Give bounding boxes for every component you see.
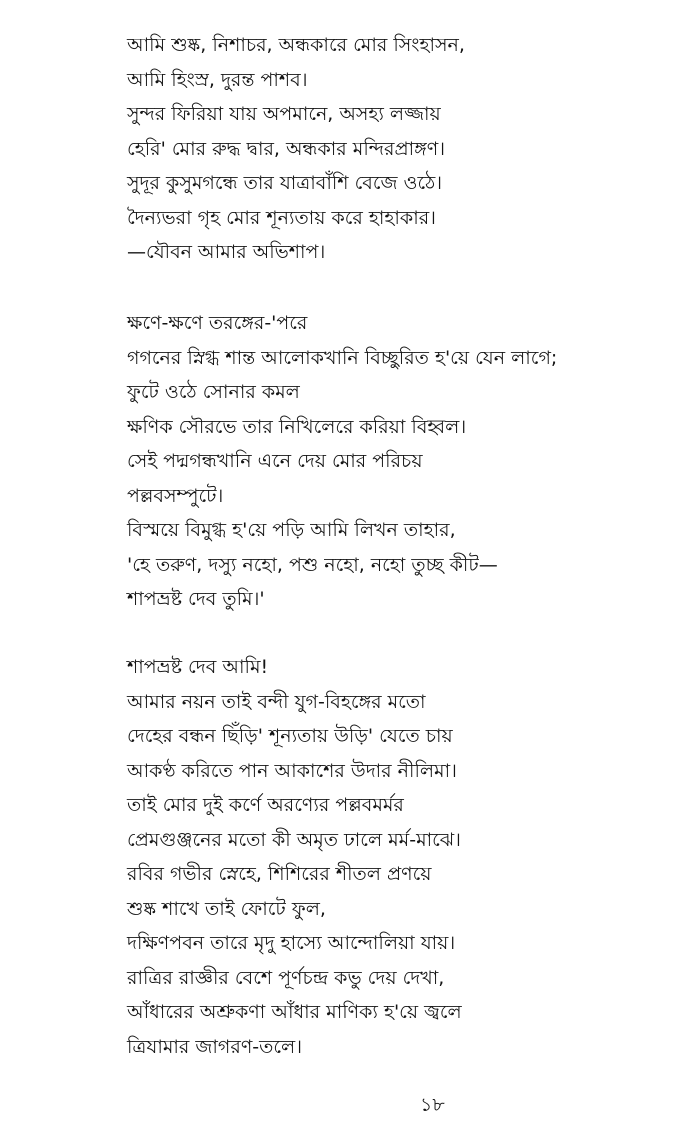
poem-stanza-1 <box>127 28 667 270</box>
poem-line: গগনের স্নিগ্ধ শান্ত আলোকখানি বিচ্ছুরিত হ'য়ে যেন লাগে; <box>127 346 558 369</box>
poem-line: পল্লবসম্পুটে। <box>127 484 224 507</box>
poem-line: 'হে তরুণ, দস্যু নহো, পশু নহো, নহো তুচ্ছ কীট— <box>127 553 498 576</box>
poem-line: শুষ্ক শাখে তাই ফোটে ফুল, <box>127 897 326 920</box>
poem-line: রবির গভীর স্নেহে, শিশিরের শীতল প্রণয়ে <box>127 863 432 885</box>
poem-line: ত্রিযামার জাগরণ-তলে। <box>127 1035 303 1058</box>
poem-line: হেরি' মোর রুদ্ধ দ্বার, অন্ধকার মন্দিরপ্রাঙ্গণ। <box>127 137 446 160</box>
poem-line: ফুটে ওঠে সোনার কমল <box>127 381 300 403</box>
poem-line: দেহের বন্ধন ছিঁড়ি' শূন্যতায় উড়ি' যেতে চায় <box>127 725 453 747</box>
poem-stanza-3 <box>127 650 667 1064</box>
poem-line: আমি হিংস্র, দুরন্ত পাশব। <box>127 68 308 91</box>
poem-line: দক্ষিণপবন তারে মৃদু হাস্যে আন্দোলিয়া যায়। <box>127 932 456 954</box>
poem-line: সুদূর কুসুমগন্ধে তার যাত্রাবাঁশি বেজে ওঠে। <box>127 172 443 194</box>
poem-line: দৈন্যভরা গৃহ মোর শূন্যতায় করে হাহাকার। <box>127 206 436 229</box>
poem-line: আকণ্ঠ করিতে পান আকাশের উদার নীলিমা। <box>127 759 457 782</box>
poem-line: বিস্ময়ে বিমুগ্ধ হ'য়ে পড়ি আমি লিখন তাহার, <box>127 519 456 541</box>
poem-line: —যৌবন আমার অভিশাপ। <box>127 241 326 263</box>
poem-line: তাই মোর দুই কর্ণে অরণ্যের পল্লবমর্মর <box>127 794 404 816</box>
poem-line: রাত্রির রাজ্ঞীর বেশে পূর্ণচন্দ্র কভু দেয় দেখা, <box>127 966 445 989</box>
poem-line: শাপভ্রষ্ট দেব তুমি।' <box>127 588 265 610</box>
poem-line: ক্ষণিক সৌরভে তার নিখিলেরে করিয়া বিহ্বল। <box>127 415 467 438</box>
poem-line: শাপভ্রষ্ট দেব আমি! <box>127 656 269 678</box>
poem-line: আমার নয়ন তাই বন্দী যুগ-বিহঙ্গের মতো <box>127 690 426 713</box>
poem-line: সেই পদ্মগন্ধখানি এনে দেয় মোর পরিচয় <box>127 450 423 472</box>
poem-line: ক্ষণে-ক্ষণে তরঙ্গের-'পরে <box>127 312 308 334</box>
poem-line: সুন্দর ফিরিয়া যায় অপমানে, অসহ্য লজ্জায় <box>127 103 441 125</box>
poem-line: আমি শুষ্ক, নিশাচর, অন্ধকারে মোর সিংহাসন, <box>127 34 465 56</box>
poem-line: আঁধারের অশ্রুকণা আঁধার মাণিক্য হ'য়ে জ্বলে <box>127 1001 462 1023</box>
poem-line: প্রেমগুঞ্জনের মতো কী অমৃত ঢালে মর্ম-মাঝে। <box>127 828 461 851</box>
poem-stanza-2 <box>127 306 667 617</box>
page-number: ১৮ <box>420 1094 445 1116</box>
